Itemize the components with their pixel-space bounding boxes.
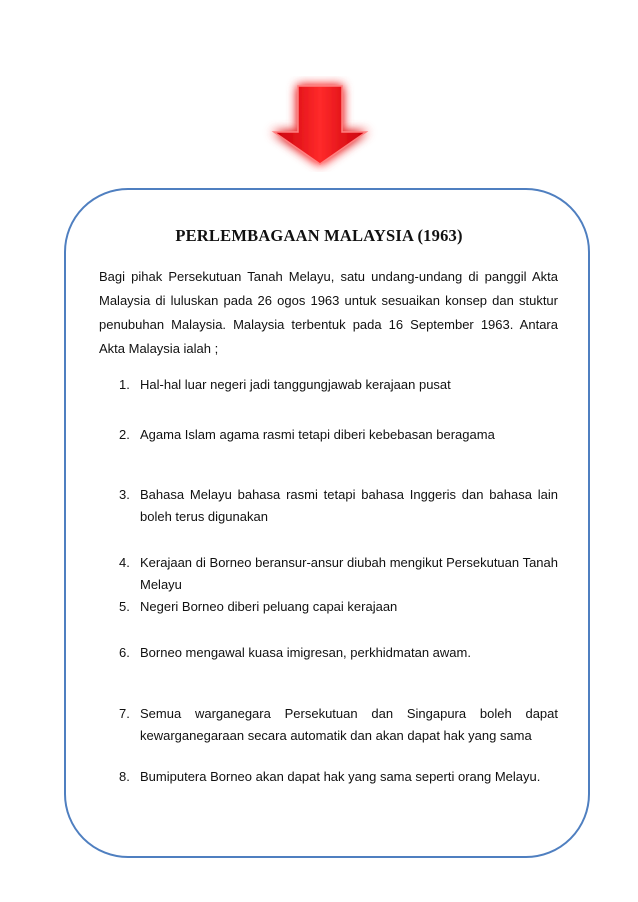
list-item-number: 3. (119, 487, 130, 502)
list-item (119, 596, 558, 618)
list-item (119, 484, 558, 528)
list-item-text: Borneo mengawal kuasa imigresan, perkhidmatan awam. (140, 645, 471, 660)
list-item-text: Bahasa Melayu bahasa rasmi tetapi bahasa Inggeris dan bahasa lain boleh terus digunakan (140, 487, 558, 524)
list-item-number: 6. (119, 645, 130, 660)
list-item (119, 703, 558, 747)
list-item (119, 424, 558, 446)
list-item-number: 2. (119, 427, 130, 442)
list-item-text: Negeri Borneo diberi peluang capai kerajaan (140, 599, 398, 614)
list-item (119, 766, 558, 788)
down-arrow-icon (258, 76, 382, 172)
list-item (119, 374, 558, 396)
list-item-number: 5. (119, 599, 130, 614)
list-item-text: Hal-hal luar negeri jadi tanggungjawab kerajaan pusat (140, 377, 451, 392)
intro-paragraph: Bagi pihak Persekutuan Tanah Melayu, satu undang-undang di panggil Akta Malaysia di luluskan pada 26 ogos 1963 untuk sesuaikan konsep dan stuktur penubuhan Malaysia. Malaysia terbentuk pada 16 September 1963. Antara Akta Malaysia ialah ; (99, 269, 558, 356)
list-item-text: Bumiputera Borneo akan dapat hak yang sama seperti orang Melayu. (140, 769, 541, 784)
list-item-text: Agama Islam agama rasmi tetapi diberi kebebasan beragama (140, 427, 495, 442)
list-item-number: 1. (119, 377, 130, 392)
list-item-text: Semua warganegara Persekutuan dan Singapura boleh dapat kewarganegaraan secara automatik dan akan dapat hak yang sama (140, 706, 558, 743)
list-item-number: 4. (119, 555, 130, 570)
list-item-number: 7. (119, 706, 130, 721)
list-item (119, 642, 558, 664)
list-item-text: Kerajaan di Borneo beransur-ansur diubah mengikut Persekutuan Tanah Melayu (140, 555, 558, 592)
document-title: PERLEMBAGAAN MALAYSIA (1963) (175, 226, 463, 245)
list-item-number: 8. (119, 769, 130, 784)
list-item (119, 552, 558, 596)
